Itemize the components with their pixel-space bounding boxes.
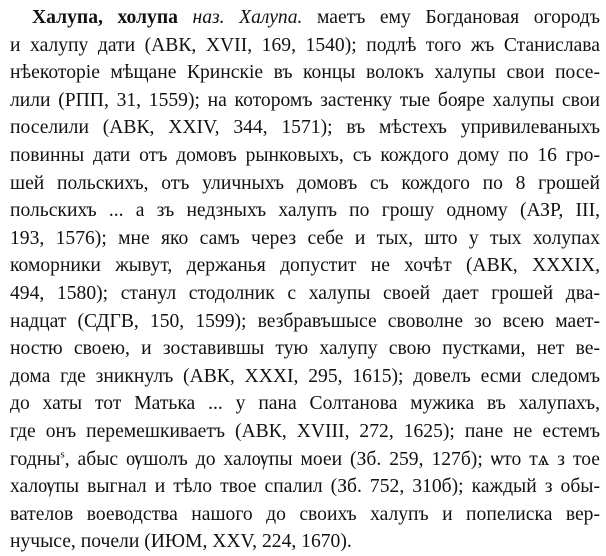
entry-line-5: поселили (АВК, XXIV, 344, 1571); въ мѣстехъ упривилеваныхъ bbox=[10, 117, 600, 139]
headword: Халупа, холупа bbox=[32, 7, 178, 28]
entry-line-14: дома где зникнулъ (АВК, XXXI, 295, 1615); довелъ есми следомъ bbox=[10, 365, 600, 387]
entry-line-11: 494, 1580); станул стодолник с халупы своей дает грошей два- bbox=[10, 282, 600, 304]
entry-line-2: и халупу дати (АВК, XVII, 169, 1540); подлѣ того жъ Станислава bbox=[10, 34, 600, 56]
entry-text: маетъ ему Богдановая огородъ bbox=[302, 7, 600, 28]
entry-line-3: нѣекоторіе мѣщане Кринскіе въ концы волокъ халупы свои посе- bbox=[10, 62, 600, 84]
entry-line-16: где онъ перемешкиваетъ (АВК, XVIII, 272, 1625); пане не естемъ bbox=[10, 420, 600, 442]
entry-line-9: 193, 1576); мне яко самъ через себе и тых, што у тых холупах bbox=[10, 227, 600, 249]
part-of-speech: наз. Халупа. bbox=[192, 7, 303, 28]
entry-line-6: повинны дати отъ домовъ рынковыхъ, съ кождого дому по 16 гро- bbox=[10, 144, 600, 166]
superscript-mark: s bbox=[60, 447, 65, 460]
entry-line-20: нучысе, почели (ИЮМ, XXV, 224, 1670). bbox=[10, 531, 352, 553]
entry-line-4: лили (РПП, 31, 1559); на которомъ застенку тые бояре халупы свои bbox=[10, 89, 600, 111]
entry-text: годны bbox=[10, 448, 61, 470]
entry-line-13: ностю своею, и зоставившы тую халупу свою пустками, нет ве- bbox=[10, 338, 600, 360]
entry-line-17 bbox=[10, 446, 600, 474]
entry-line-12: надцат (СДГВ, 150, 1599); везбравъшысе своволне зо всею мает- bbox=[10, 310, 600, 332]
entry-line-8: польскихъ ... а зъ недзныхъ халупъ по грошу одному (АЗР, III, bbox=[10, 200, 600, 222]
entry-line-7: шей польскихъ, отъ уличныхъ домовъ съ кождого по 8 грошей bbox=[10, 172, 600, 194]
entry-line-19: вателов воеводства нашого до своихъ халупъ и попелиска вер- bbox=[10, 503, 600, 525]
entry-text: , абыс ѹшолъ до халѹпы моеи (Зб. 259, 127б); ѡто тѧ з тое bbox=[64, 448, 600, 470]
entry-line-10: коморники жывут, держанья допустит не хочѣт (АВК, XXXIX, bbox=[10, 255, 600, 277]
dictionary-entry bbox=[10, 4, 600, 556]
entry-line-1 bbox=[10, 4, 600, 32]
entry-line-18: халѹпы выгнал и тѣло твое спалил (Зб. 752, 310б); каждый з обы- bbox=[10, 476, 600, 498]
entry-line-15: до хаты тот Матька ... у пана Солтанова мужика въ халупахъ, bbox=[10, 393, 600, 415]
